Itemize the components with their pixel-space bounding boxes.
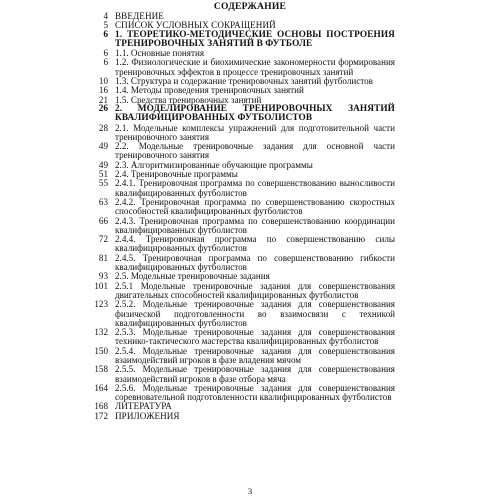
toc-entry-page: 168 [94, 401, 108, 412]
toc-entry [0, 254, 500, 273]
toc-entry [0, 235, 500, 254]
toc-entry-title: 2.5.4. Модельные тренировочные задания для совершенствования взаимодействий игроков в фазе владения мячом [115, 345, 395, 365]
toc-entry [0, 58, 500, 77]
toc-entry [0, 384, 500, 403]
toc-entry-title: 2.3. Алгоритмизированные обучающие программы [115, 159, 313, 170]
toc-entry-title: 1.5. Средства тренировочных занятий [115, 94, 262, 105]
page-title: СОДЕРЖАНИЕ [213, 1, 287, 12]
toc-entry [0, 328, 500, 347]
toc-entry-page: 49 [98, 141, 108, 152]
toc-entry [0, 179, 500, 198]
toc-entry-page: 72 [98, 234, 108, 245]
toc-entry-title: 2.2. Модельные тренировочные задания для основной части тренировочного занятия [115, 141, 395, 161]
toc-entry-title: СПИСОК УСЛОВНЫХ СОКРАЩЕНИЙ [115, 20, 276, 31]
toc-entry-page: 164 [94, 382, 108, 393]
toc-entry-page: 6 [103, 48, 108, 59]
page-number: 3 [247, 486, 253, 496]
toc-entry-title: 2.5.5. Модельные тренировочные задания для совершенствования взаимодействий игроков в фазе отбора мяча [115, 364, 395, 384]
toc-entry [0, 142, 500, 161]
toc-entry [0, 31, 500, 50]
toc-entry [0, 347, 500, 366]
toc-entry-page: 10 [98, 76, 108, 87]
toc-entry-page: 66 [98, 215, 108, 226]
toc-entry-title: 2. МОДЕЛИРОВАНИЕ ТРЕНИРОВОЧНЫХ ЗАНЯТИЙ КВАЛИФИЦИРОВАННЫХ ФУТБОЛИСТОВ [115, 103, 395, 124]
toc-entry [0, 161, 500, 170]
toc-entry [0, 412, 500, 421]
toc-entry-title: 2.4. Тренировочные программы [115, 169, 238, 180]
toc-entry-page: 123 [94, 299, 108, 310]
toc-entry-page: 5 [103, 20, 108, 31]
toc-entry-title: 2.1. Модельные комплексы упражнений для подготовительной части тренировочного занятия [115, 122, 395, 142]
toc-entry [0, 282, 500, 301]
toc-entry-title: 2.5. Модельные тренировочные задания [115, 271, 270, 282]
toc-entry-title: 2.4.2. Тренировочная программа по совершенствованию скоростных способностей квалифицированных футболистов [115, 196, 395, 217]
toc-entry-page: 21 [98, 94, 108, 105]
toc-entry [0, 105, 500, 124]
toc-entry [0, 402, 500, 411]
toc-entry-page: 63 [98, 196, 108, 207]
toc-entry-page: 6 [103, 29, 108, 40]
toc-entry-title: 2.4.1. Тренировочная программа по совершенствованию выносливости квалифицированных футболистов [115, 178, 395, 198]
toc-entry-title: 1. ТЕОРЕТИКО-МЕТОДИЧЕСКИЕ ОСНОВЫ ПОСТРОЕНИЯ ТРЕНИРОВОЧНЫХ ЗАНЯТИЙ В ФУТБОЛЕ [115, 29, 395, 49]
toc-entry-page: 81 [98, 252, 108, 263]
toc-entry-page: 158 [94, 364, 108, 375]
toc-entry [0, 198, 500, 217]
toc-entry-title: 1.4. Методы проведения тренировочных занятий [115, 85, 304, 96]
toc-entry-page: 49 [98, 159, 108, 170]
toc-entry-title: ПРИЛОЖЕНИЯ [115, 410, 180, 421]
toc-entry-page: 26 [98, 103, 108, 114]
toc-entry-title: 2.5.2. Модельные тренировочные задания для совершенствования физической подготовленности во взаимосвязи с техникой квалифицированных футболистов [115, 299, 395, 328]
toc-entry-page: 4 [103, 11, 108, 21]
toc-entry [0, 365, 500, 384]
toc-entry-page: 16 [98, 85, 108, 96]
toc-entry-title: 2.5.1 Модельные тренировочные задания для совершенствования двигательных способностей квалифицированных футболистов [115, 280, 395, 300]
toc-entry-page: 6 [103, 57, 108, 68]
toc-entry-title: 1.1. Основные понятия [115, 48, 204, 59]
toc-entry-page: 172 [94, 410, 108, 421]
toc-entry-title: 2.4.5. Тренировочная программа по совершенствованию гибкости квалифицированных футболистов [115, 252, 395, 273]
toc-entry-title: 2.5.3. Модельные тренировочные задания для совершенствования технико-тактического мастерства квалифицированных футболистов [115, 327, 395, 347]
toc-entry-page: 93 [98, 271, 108, 282]
toc-entry [0, 300, 500, 328]
toc-entry-page: 101 [94, 280, 108, 291]
toc-entry-title: 2.4.4. Тренировочная программа по совершенствованию силы квалифицированных футболистов [115, 234, 395, 254]
toc-entry-title: 1.3. Структура и содержание тренировочных занятий футболистов [115, 76, 373, 87]
toc-entry-page: 51 [98, 169, 108, 180]
toc-entry-page: 150 [94, 345, 108, 356]
toc-entry-page: 55 [98, 178, 108, 189]
table-of-contents [0, 12, 500, 421]
toc-entry-title: 1.2. Физиологические и биохимические закономерности формирования тренировочных эффектов в процессе тренировочных занятий [115, 57, 395, 77]
toc-entry-title: ЛИТЕРАТУРА [115, 401, 172, 412]
toc-entry [0, 124, 500, 143]
toc-entry-page: 28 [98, 122, 108, 133]
toc-entry [0, 217, 500, 236]
toc-entry-title: ВВЕДЕНИЕ [115, 11, 164, 21]
toc-entry-page: 132 [94, 327, 108, 338]
toc-entry-title: 2.5.6. Модельные тренировочные задания для совершенствования соревновательной подготовленности квалифицированных футболистов [115, 382, 395, 403]
toc-entry-title: 2.4.3. Тренировочная программа по совершенствованию координации квалифицированных футболистов [115, 215, 395, 235]
